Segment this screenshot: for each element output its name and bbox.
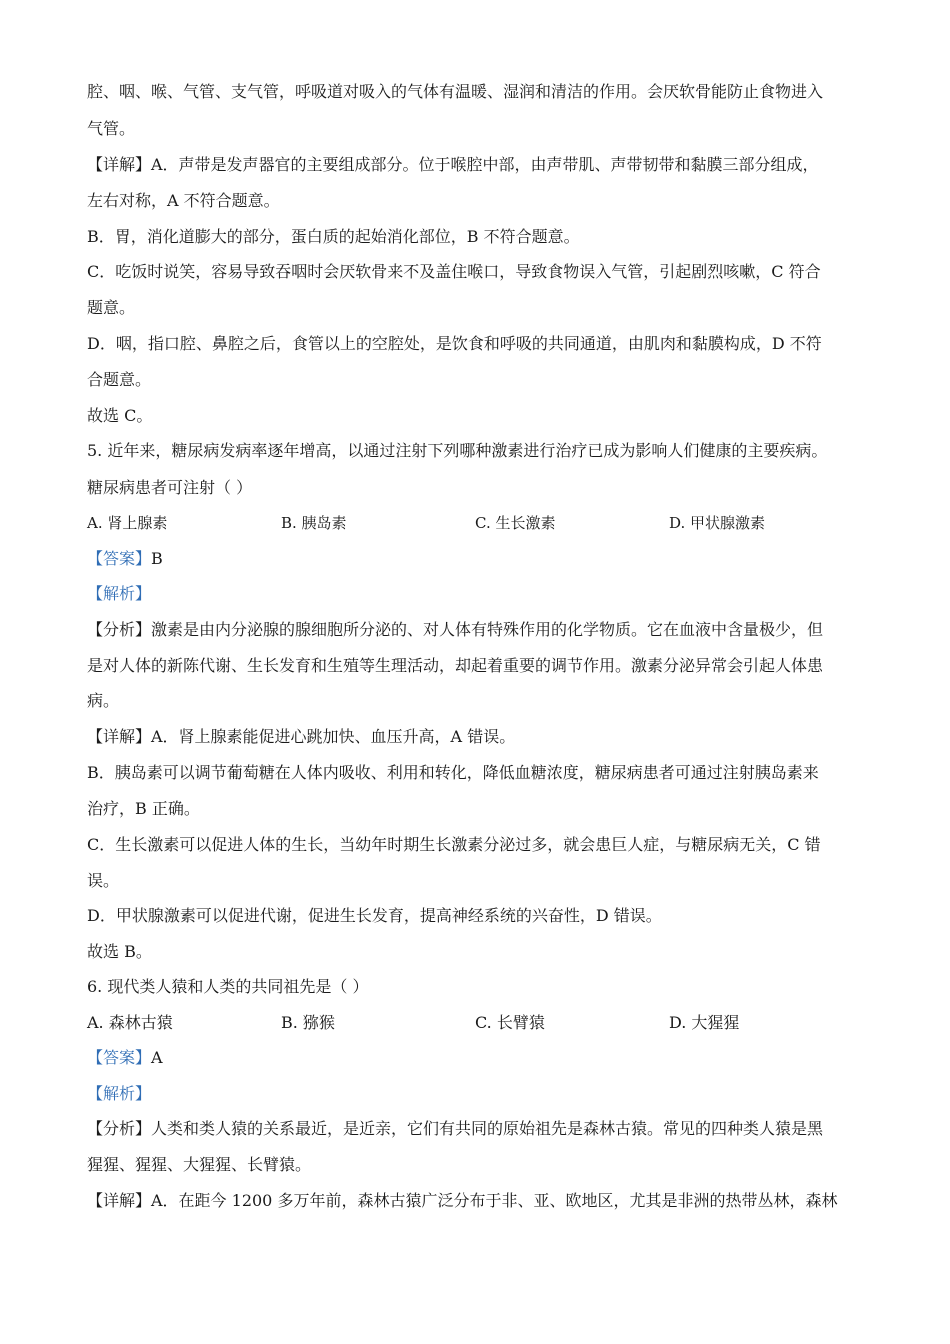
analysis-label: 【解析】 bbox=[87, 584, 152, 603]
option-c: C. 长臂猿 bbox=[475, 1013, 545, 1032]
analysis-line: 【分析】激素是由内分泌腺的腺细胞所分泌的、对人体有特殊作用的化学物质。它在血液中含量极少，但 bbox=[87, 620, 824, 639]
option-d: D. 甲状腺激素 bbox=[669, 514, 766, 532]
final-choice: 故选 C。 bbox=[87, 406, 153, 425]
analysis-line: 猩猩、猩猩、大猩猩、长臂猿。 bbox=[87, 1155, 312, 1174]
detail-line: D．咽，指口腔、鼻腔之后，食管以上的空腔处，是饮食和呼吸的共同通道，由肌肉和黏膜构成，D 不符 bbox=[87, 334, 822, 353]
paragraph-line: 腔、咽、喉、气管、支气管，呼吸道对吸入的气体有温暖、湿润和清洁的作用。会厌软骨能防止食物进入 bbox=[87, 82, 824, 101]
answer-value: A bbox=[151, 1048, 163, 1067]
option-b: B. 猕猴 bbox=[281, 1013, 335, 1032]
detail-line: B．胃，消化道膨大的部分，蛋白质的起始消化部位，B 不符合题意。 bbox=[87, 227, 580, 246]
option-a: A. 森林古猿 bbox=[87, 1013, 173, 1032]
detail-line: D．甲状腺激素可以促进代谢，促进生长发育，提高神经系统的兴奋性，D 错误。 bbox=[87, 906, 662, 925]
answer-label: 【答案】 bbox=[87, 1048, 152, 1067]
detail-line: 误。 bbox=[87, 871, 120, 890]
option-c: C. 生长激素 bbox=[475, 514, 556, 532]
detail-line: 合题意。 bbox=[87, 370, 152, 389]
answer-line bbox=[87, 548, 163, 570]
answer-label: 【答案】 bbox=[87, 549, 152, 568]
detail-line: 左右对称，A 不符合题意。 bbox=[87, 191, 280, 210]
detail-line: 治疗，B 正确。 bbox=[87, 799, 200, 818]
option-b: B. 胰岛素 bbox=[281, 514, 347, 532]
detail-line: 题意。 bbox=[87, 298, 136, 317]
detail-line: B．胰岛素可以调节葡萄糖在人体内吸收、利用和转化，降低血糖浓度，糖尿病患者可通过注射胰岛素来 bbox=[87, 763, 819, 782]
detail-line: C．生长激素可以促进人体的生长，当幼年时期生长激素分泌过多，就会患巨人症，与糖尿病无关，C 错 bbox=[87, 835, 821, 854]
detail-line: C．吃饭时说笑，容易导致吞咽时会厌软骨来不及盖住喉口，导致食物误入气管，引起剧烈咳嗽，C 符合 bbox=[87, 262, 821, 281]
answer-value: B bbox=[151, 549, 163, 568]
paragraph-line: 气管。 bbox=[87, 119, 136, 138]
analysis-label: 【解析】 bbox=[87, 1084, 152, 1103]
detail-line: 【详解】A．在距今 1200 多万年前，森林古猿广泛分布于非、亚、欧地区，尤其是非洲的热带丛林，森林 bbox=[87, 1191, 838, 1210]
question-stem: 5. 近年来，糖尿病发病率逐年增高，以通过注射下列哪种激素进行治疗已成为影响人们健康的主要疾病。 bbox=[87, 441, 828, 460]
analysis-line: 【分析】人类和类人猿的关系最近，是近亲，它们有共同的原始祖先是森林古猿。常见的四种类人猿是黑 bbox=[87, 1119, 824, 1138]
final-choice: 故选 B。 bbox=[87, 942, 152, 961]
answer-line bbox=[87, 1047, 163, 1069]
question-stem: 6. 现代类人猿和人类的共同祖先是（ ） bbox=[87, 977, 369, 996]
question-stem: 糖尿病患者可注射（ ） bbox=[87, 478, 253, 497]
analysis-line: 是对人体的新陈代谢、生长发育和生殖等生理活动，却起着重要的调节作用。激素分泌异常会引起人体患 bbox=[87, 656, 824, 675]
option-a: A. 肾上腺素 bbox=[87, 514, 168, 532]
option-d: D. 大猩猩 bbox=[669, 1013, 740, 1032]
detail-line: 【详解】A．肾上腺素能促进心跳加快、血压升高，A 错误。 bbox=[87, 727, 516, 746]
detail-line: 【详解】A．声带是发声器官的主要组成部分。位于喉腔中部，由声带肌、声带韧带和黏膜三部分组成， bbox=[87, 155, 819, 174]
analysis-line: 病。 bbox=[87, 691, 120, 710]
